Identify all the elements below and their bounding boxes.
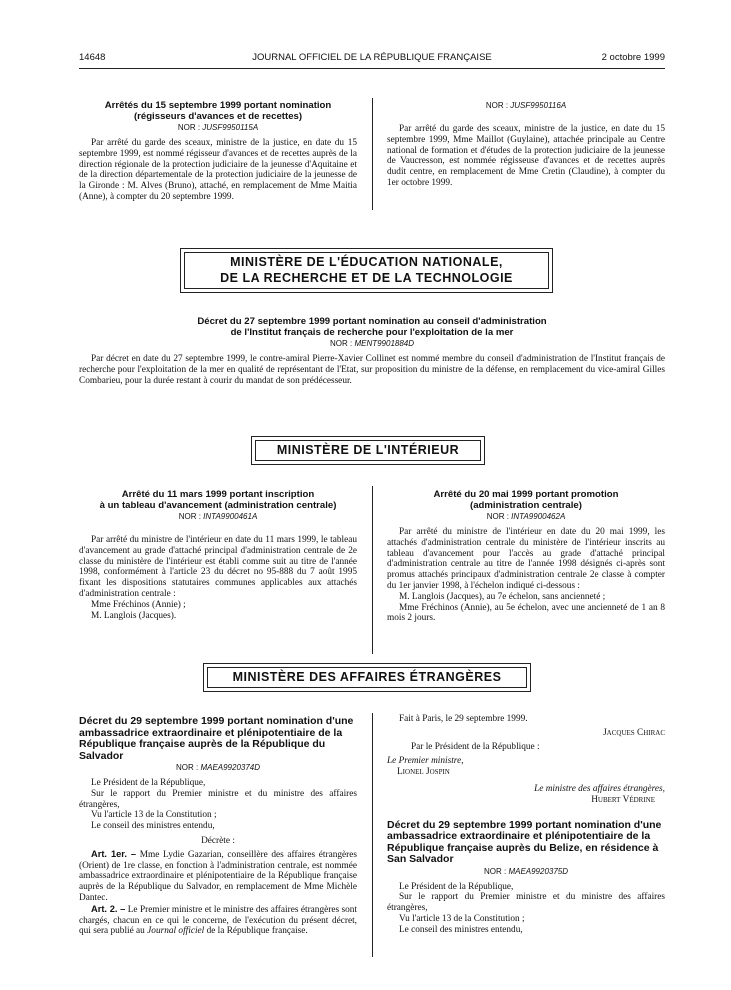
- interieur-left-column: [79, 489, 357, 621]
- journal-title: JOURNAL OFFICIEL DE LA RÉPUBLIQUE FRANÇAISE: [252, 52, 492, 63]
- par-le-president: Par le Président de la République :: [411, 741, 540, 752]
- fait-line: Fait à Paris, le 29 septembre 1999.: [399, 714, 528, 724]
- arrete-text: Par arrêté du garde des sceaux, ministre de la justice, en date du 15 septembre 1999, est nommé régisseur d'avances et de recettes auprès de la direction régionale de la protection judiciaire de la jeunesse d'Aquitaine et de la direction départementale de la protection judiciaire de la jeunesse de la Gironde : M. Alves (Bruno), attaché, en remplacement de Mme Maitia (Anne), à compter du 20 septembre 1999.: [79, 138, 357, 202]
- running-header: [79, 52, 665, 66]
- decree-title: Décret du 29 septembre 1999 portant nomination d'une ambassadrice extraordinaire et plénipotentiaire de la République française auprès de la République du Salvador: [79, 715, 354, 762]
- prime-minister-name: Lionel Jospin: [397, 767, 450, 778]
- arrete-text: Par arrêté du ministre de l'intérieur en date du 11 mars 1999, le tableau d'avancement au grade d'attaché principal d'administration centrale de 2e classe du ministère de l'intérieur est établi comme suit au titre de l'année 1998, conformément à l'article 23 du décret no 95-888 du 7 août 1995 fixant les dispositions statutaires communes applicables aux attachés d'administration centrale :: [79, 535, 357, 599]
- arrete-title-line1: Arrêté du 20 mai 1999 portant promotion: [433, 489, 619, 500]
- preamble-line: Vu l'article 13 de la Constitution ;: [91, 810, 217, 821]
- nor-reference: NOR : MAEA9920374D: [175, 763, 261, 772]
- decrete-line: Décrète :: [201, 835, 235, 846]
- name-entry: Mme Fréchinos (Annie), au 5e échelon, avec une ancienneté de 1 an 8 mois 2 jours.: [387, 602, 665, 624]
- article-1: Art. 1er. – Mme Lydie Gazarian, conseillère des affaires étrangères (Orient) de 1re classe, en fonction à l'administration centrale, est nommée ambassadrice extraordinaire et plénipotentiaire de la République française auprès de la République du Salvador, en remplacement de Mme Michèle Dantec.: [79, 848, 357, 903]
- decree-text: Par décret en date du 27 septembre 1999, le contre-amiral Pierre-Xavier Collinet est nommé membre du conseil d'administration de l'Institut français de recherche pour l'exploitation de la mer en qualité de représentant de l'Etat, sur proposition du ministre de la défense, en remplacement du vice-amiral Gilles Combarieu, pour la durée restant à courir du mandat de son prédécesseur.: [79, 354, 665, 386]
- etrangeres-left-column: [79, 716, 357, 937]
- arrete-title-line1: Arrêté du 11 mars 1999 portant inscription: [121, 489, 315, 500]
- nor-reference: NOR : MAEA9920375D: [483, 866, 569, 876]
- column-divider: [372, 713, 373, 957]
- nor-reference: NOR : JUSF9950116A: [485, 101, 567, 110]
- issue-date: 2 octobre 1999: [601, 52, 665, 63]
- preamble-line: Vu l'article 13 de la Constitution ;: [399, 913, 525, 924]
- signature-president: Jacques Chirac: [603, 727, 665, 738]
- preamble-line: Le conseil des ministres entendu,: [399, 924, 523, 935]
- arrete-title-line2: (administration centrale): [470, 500, 582, 511]
- arrete-title-line2: (régisseurs d'avances et de recettes): [133, 111, 303, 122]
- ministry-heading-box: [203, 663, 531, 692]
- preamble-line: Sur le rapport du Premier ministre et du ministre des affaires étrangères,: [79, 788, 357, 810]
- nor-reference: NOR : INTA9900462A: [486, 512, 566, 521]
- article-2: Art. 2. – Le Premier ministre et le ministre des affaires étrangères sont chargés, chacun en ce qui le concerne, de l'exécution du présent décret, qui sera publié au Journal officiel de la République française.: [79, 903, 357, 937]
- decree-title-line1: Décret du 27 septembre 1999 portant nomination au conseil d'administration: [197, 316, 547, 327]
- nor-reference: NOR : JUSF9950115A: [177, 123, 259, 132]
- preamble-line: Le conseil des ministres entendu,: [91, 821, 215, 832]
- arrete-text: Par arrêté du garde des sceaux, ministre de la justice, en date du 15 septembre 1999, Mme Maillot (Guylaine), attachée principale au Centre national de formation et d'études de la protection judiciaire de la jeunesse de Vaucresson, est nommée régisseuse d'avances et de recettes auprès dudit centre, en remplacement de Mme Cretin (Claudine), à compter du 1er octobre 1999.: [387, 124, 665, 188]
- nor-reference: NOR : MENT9901884D: [329, 339, 415, 348]
- ministry-name-line2: DE LA RECHERCHE ET DE LA TECHNOLOGIE: [220, 270, 513, 285]
- justice-left-column: [79, 100, 357, 203]
- arrete-text: Par arrêté du ministre de l'intérieur en date du 20 mai 1999, les attachés d'administration centrale du ministère de l'intérieur inscrits au tableau d'avancement pour l'accès au grade d'attaché principal d'administration centrale au titre de l'année 1998 désignés ci-après sont promus attachés principaux d'administration centrale 2e classe à compter du 1er janvier 1998, à l'échelon indiqué ci-dessous :: [387, 527, 665, 591]
- ministry-name-line1: MINISTÈRE DE L'ÉDUCATION NATIONALE,: [230, 255, 503, 269]
- nor-reference: NOR : INTA9900461A: [178, 512, 258, 521]
- arrete-title-line1: Arrêtés du 15 septembre 1999 portant nomination: [104, 100, 332, 111]
- preamble-line: Le Président de la République,: [399, 881, 514, 892]
- name-entry: M. Langlois (Jacques), au 7e échelon, sans ancienneté ;: [399, 591, 606, 602]
- etrangeres-right-column: [387, 714, 665, 936]
- interieur-right-column: [387, 489, 665, 624]
- decree-title-line2: de l'Institut français de recherche pour l'exploitation de la mer: [230, 327, 514, 338]
- justice-right-column: [387, 100, 665, 189]
- header-rule: [79, 68, 665, 69]
- ministry-heading-box: [180, 248, 553, 293]
- prime-minister-title: Le Premier ministre,: [387, 756, 464, 767]
- arrete-title-line2: à un tableau d'avancement (administration centrale): [99, 500, 337, 511]
- minister-name: Hubert Védrine: [591, 794, 655, 805]
- page-number: 14648: [79, 52, 106, 63]
- preamble-line: Sur le rapport du Premier ministre et du ministre des affaires étrangères,: [387, 892, 665, 914]
- name-entry: Mme Fréchinos (Annie) ;: [91, 599, 186, 610]
- column-divider: [372, 486, 373, 654]
- decree-title: Décret du 29 septembre 1999 portant nomination d'une ambassadrice extraordinaire et plénipotentiaire de la République française auprès du Belize, en résidence à San Salvador: [387, 818, 662, 866]
- education-decree: [79, 316, 665, 386]
- ministry-heading-box: [251, 436, 485, 465]
- ministry-name: MINISTÈRE DE L'INTÉRIEUR: [255, 440, 481, 461]
- column-divider: [372, 98, 373, 210]
- name-entry: M. Langlois (Jacques).: [91, 610, 177, 621]
- preamble-line: Le Président de la République,: [91, 778, 206, 788]
- minister-title: Le ministre des affaires étrangères,: [534, 783, 665, 794]
- ministry-name: MINISTÈRE DES AFFAIRES ÉTRANGÈRES: [207, 667, 527, 688]
